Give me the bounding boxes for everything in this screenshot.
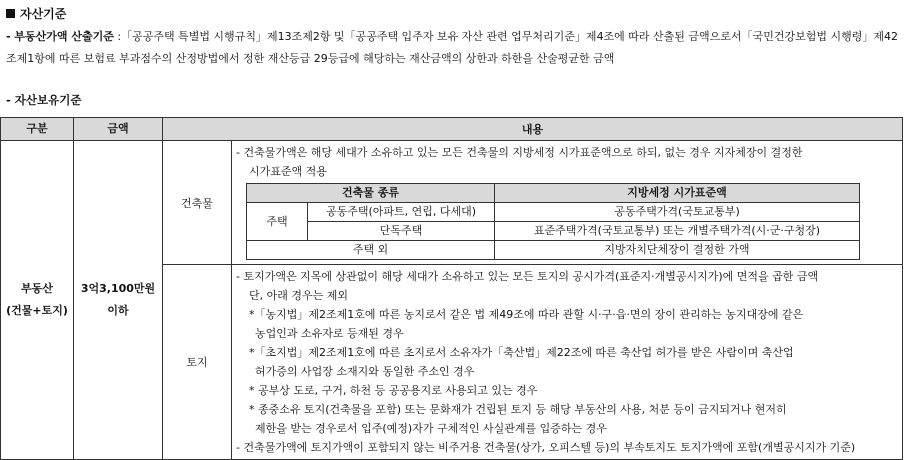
section-title: 자산기준 (20, 7, 67, 21)
land-line: * 공부상 도로, 구거, 하천 등 공공용지로 사용되고 있는 경우 (249, 384, 538, 397)
inner-value-cell: 표준주택가격(국토교통부) 또는 개별주택가격(시·군·구청장) (495, 222, 860, 241)
inner-header-value: 지방세정 시가표준액 (495, 184, 860, 203)
holding-heading: - 자산보유기준 (6, 93, 82, 107)
land-content (232, 265, 903, 460)
land-line: *「농지법」제2조제1호에 따른 농지로서 같은 법 제49조에 따라 관할 시·구·읍·면의 장이 관리하는 농지대장에 같은 (249, 308, 804, 321)
inner-header-kind: 건축물 종류 (247, 184, 495, 203)
building-text-2: 시가표준액 적용 (249, 165, 327, 178)
inner-kind-cell: 단독주택 (308, 222, 495, 241)
inner-value-cell: 공동주택가격(국토교통부) (495, 203, 860, 222)
header-amount: 금액 (74, 118, 163, 141)
building-type-table (246, 183, 860, 260)
inner-row (247, 222, 860, 241)
criteria-text: :「공공주택 특별법 시행규칙」제13조제2항 및「공공주택 입주자 보유 자산 관련 업무처리기준」제4조에 따라 산출된 금액으로서「국민건강보험법 시행령」제42조제1항에 따른 보험료 부과점수의 산정방법에서 정한 재산등급 29등급에 해당하는 재산금액의 상한과 하한을 산술평균한 금액 (6, 30, 898, 65)
building-text-1: - 건축물가액은 해당 세대가 소유하고 있는 모든 건축물의 지방세정 시가표준액으로 하되, 없는 경우 지자체장이 결정한 (236, 146, 803, 159)
land-line: 허가증의 사업장 소재지와 동일한 주소인 경우 (255, 365, 475, 378)
amount-cell (74, 141, 163, 460)
land-line: - 토지가액은 지목에 상관없이 해당 세대가 소유하고 있는 모든 토지의 공시가격(표준지·개별공시지가)에 면적을 곱한 금액 (236, 270, 819, 283)
inner-value-cell: 지방자치단체장이 결정한 가액 (495, 241, 860, 260)
criteria-label: - 부동산가액 산출기준 (6, 30, 114, 43)
land-line: 농업인과 소유자로 등재된 경우 (255, 327, 404, 340)
building-row (1, 141, 903, 265)
inner-kind-cell: 주택 외 (247, 241, 495, 260)
header-content: 내용 (163, 118, 903, 141)
amount-qualifier: 이하 (107, 304, 129, 317)
square-bullet-icon (6, 9, 15, 18)
inner-row (247, 241, 860, 260)
criteria-paragraph (6, 26, 901, 70)
building-content (232, 141, 903, 265)
land-line: 단, 아래 경우는 제외 (249, 289, 348, 302)
land-line: *「초지법」제2조제1호에 따른 초지로서 소유자가「축산법」제22조에 따른 축산업 허가를 받은 사람이며 축산업 (249, 346, 794, 359)
inner-row (247, 203, 860, 222)
asset-table (0, 117, 903, 460)
header-category: 구분 (1, 118, 74, 141)
category-cell (1, 141, 74, 460)
land-line: * 종중소유 토지(건축물을 포함) 또는 문화재가 건립된 토지 등 해당 부동산의 사용, 처분 등이 금지되거나 현저히 (249, 403, 787, 416)
land-line: - 건축물가액에 토지가액이 포함되지 않는 비주거용 건축물(상가, 오피스텔 등)의 부속토지도 토지가액에 포함(개별공시지가 기준) (236, 441, 856, 454)
building-label: 건축물 (163, 141, 232, 265)
header-row (1, 118, 903, 141)
inner-kind-cell: 공동주택(아파트, 연립, 다세대) (308, 203, 495, 222)
category-label: 부동산 (21, 282, 53, 295)
amount-value: 3억3,100만원 (80, 282, 156, 295)
category-sub: (건물+토지) (6, 304, 68, 317)
housing-label: 주택 (247, 203, 308, 241)
land-line: 제한을 받는 경우로서 입주(예정)자가 구체적인 사실관계를 입증하는 경우 (255, 422, 607, 435)
land-label: 토지 (163, 265, 232, 460)
section-heading (6, 5, 66, 22)
